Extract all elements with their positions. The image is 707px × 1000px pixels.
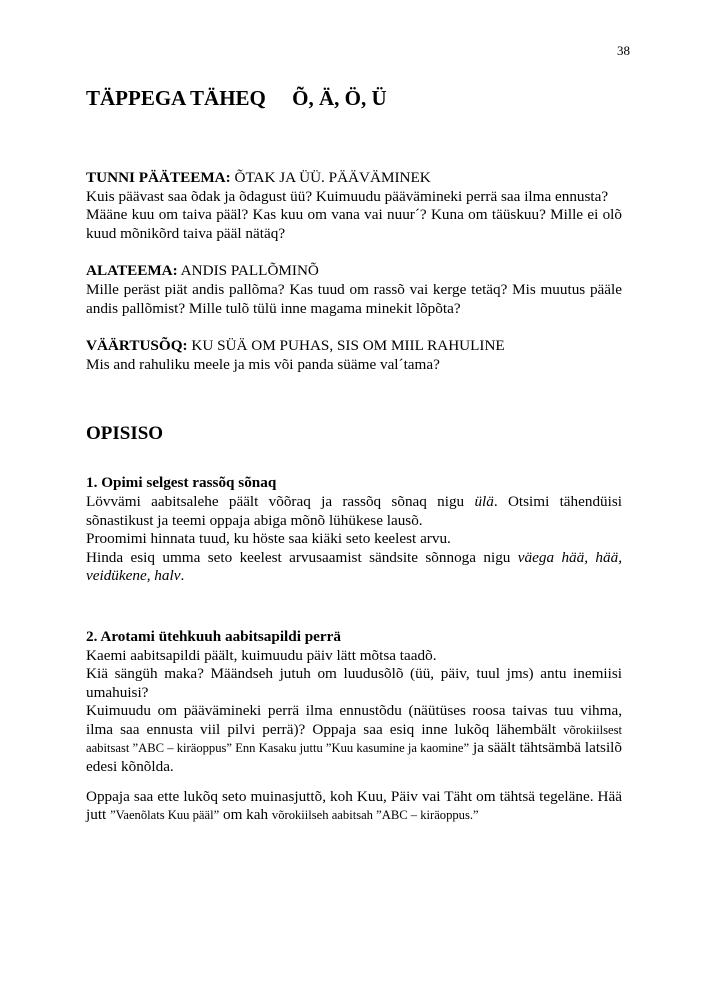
values-line [86, 337, 622, 356]
values-block [86, 337, 622, 374]
main-theme-text-2: Määne kuu om taiva pääl? Kas kuu om vana vai nuur´? Kuna om täüskuu? Mille ei olõ kuud mõnikõrd taiva pääl nätäq? [86, 206, 622, 242]
subtheme-text: Mille peräst piät andis pallõma? Kas tuud om rassõ vai kerge tetäq? Mis muutus pääle andis pallõmist? Mille tulõ tülü inne magama minekit lõpõta? [86, 280, 622, 317]
page-content [86, 85, 622, 825]
section-2-heading: 2. Arotami ütehkuuh aabitsapildi perrä [86, 627, 341, 645]
main-theme-label: TUNNI PÄÄTEEMA: [86, 169, 231, 186]
main-theme-line [86, 169, 622, 188]
main-theme-block [86, 169, 622, 243]
content-heading: OPISISO [86, 423, 164, 445]
values-value: KU SÜÄ OM PUHAS, SIS OM MIIL RAHULINE [187, 337, 505, 355]
section-1-paragraph-3: Hinda esiq umma seto keelest arvusaamist sändsite sõnnoga nigu väega hää, hää, veidükene, halv. [86, 548, 623, 585]
section-2-paragraph-2: Kiä sängüh maka? Määndseh jutuh om luudusõlõ (üü, päiv, tuul jms) antu inemiisi umahuisi? [86, 665, 622, 701]
section-1-heading: 1. Opimi selgest rassõq sõnaq [86, 474, 277, 492]
page-number: 38 [617, 43, 630, 58]
subtheme-block [86, 262, 622, 318]
values-text: Mis and rahuliku meele ja mis või panda süäme val´tama? [86, 355, 440, 373]
page-title: TÄPPEGA TÄHEQ Õ, Ä, Ö, Ü [86, 86, 387, 110]
primer-reference: võrokiilseh aabitsah ”ABC – kiräoppus.” [271, 808, 479, 823]
book-reference: võrokiilsest aabitsast ”ABC – kiräoppus” Enn Kasaku juttu ”Kuu kasumine ja kaomine” [86, 722, 622, 756]
main-theme-text-1: Kuis päävast saa õdak ja õdagust üü? Kuimuudu päävämineki perrä saa ilma ennusta? [86, 187, 609, 205]
values-label: VÄÄRTUSÕQ: [86, 337, 188, 355]
section-2-paragraph-3: Kuimuudu om päävämineki perrä ilma ennustõdu (näütüses roosa taivas tuu vihma, ilma saa ennusta viil pilvi perrä)? Oppaja saa esiq inne lukõq lähembält võrokiilsest aabitsast ”ABC – kiräoppus” Enn Kasaku juttu ”Kuu kasumine ja kaomine” ja säält tähtsämbä latsilõ edesi kõnõlda. [86, 702, 622, 776]
section-2 [86, 628, 622, 825]
section-1 [86, 474, 622, 586]
main-theme-value: ÕTAK JA ÜÜ. PÄÄVÄMINEK [230, 169, 431, 186]
story-reference: ”Vaenõlats Kuu pääl” [110, 808, 220, 823]
subtheme-value: ANDIS PALLÕMINÕ [177, 262, 319, 280]
subtheme-line [86, 262, 622, 281]
subtheme-label: ALATEEMA: [86, 262, 178, 280]
section-1-paragraph-1: Lövvämi aabitsalehe päält võõraq ja rassõq sõnaq nigu ülä. Otsimi tähendüisi sõnastikust ja teemi oppaja abiga mõnõ lühükese lausõ. [86, 492, 622, 529]
section-2-paragraph-4: Oppaja saa ette lukõq seto muinasjuttõ, koh Kuu, Päiv vai Täht om tähtsä tegeläne. Hää jutt ”Vaenõlats Kuu pääl” om kah võrokiilseh aabitsah ”ABC – kiräoppus.” [86, 787, 622, 824]
section-2-paragraph-1: Kaemi aabitsapildi päält, kuimuudu päiv lätt mõtsa taadõ. [86, 646, 437, 664]
section-1-paragraph-2: Proomimi hinnata tuud, ku höste saa kiäki seto keelest arvu. [86, 530, 451, 548]
